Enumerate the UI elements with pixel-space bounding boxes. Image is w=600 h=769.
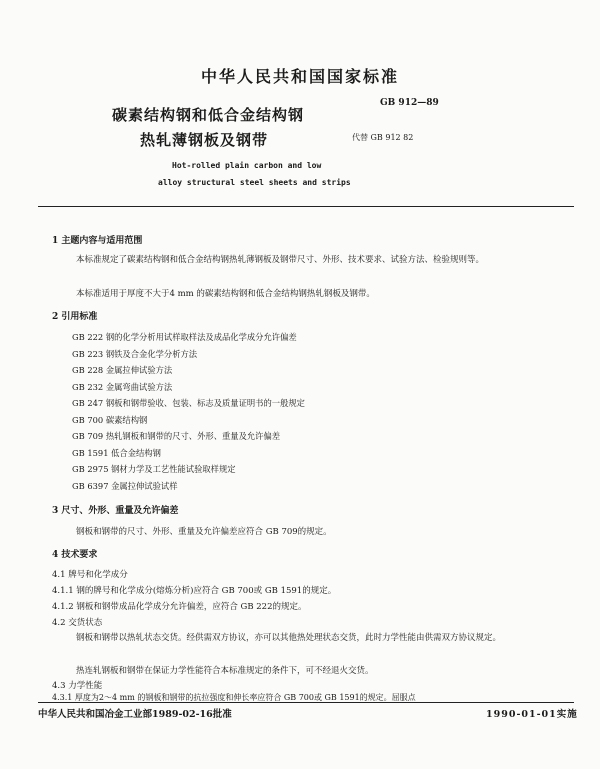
reference-item: GB 2975 钢材力学及工艺性能试验取样规定 xyxy=(72,464,236,474)
section-1-title: 1 主题内容与适用范围 xyxy=(52,236,143,246)
clause-4-1-1: 4.1.1 钢的牌号和化学成分(熔炼分析)应符合 GB 700或 GB 1591的规定。 xyxy=(52,586,337,596)
standard-code: GB 912—89 xyxy=(380,98,439,108)
reference-item: GB 232 金属弯曲试验方法 xyxy=(72,382,173,392)
footer-divider xyxy=(38,702,574,703)
title-en-line1: Hot-rolled plain carbon and low xyxy=(172,161,322,170)
clause-4-2: 4.2 交货状态 xyxy=(52,618,103,628)
reference-item: GB 228 金属拉伸试验方法 xyxy=(72,365,173,375)
clause-4-1-2: 4.1.2 钢板和钢带成品化学成分允许偏差，应符合 GB 222的规定。 xyxy=(52,602,307,612)
reference-item: GB 223 钢铁及合金化学分析方法 xyxy=(72,349,198,359)
section-3-paragraph: 钢板和钢带的尺寸、外形、重量及允许偏差应符合 GB 709的规定。 xyxy=(76,527,332,537)
reference-item: GB 700 碳素结构钢 xyxy=(72,415,148,425)
title-en-line2: alloy structural steel sheets and strips xyxy=(158,178,351,187)
reference-item: GB 247 钢板和钢带验收、包装、标志及质量证明书的一般规定 xyxy=(72,398,305,408)
reference-item: GB 709 热轧钢板和钢带的尺寸、外形、重量及允许偏差 xyxy=(72,431,281,441)
reference-item: GB 222 钢的化学分析用试样取样法及成品化学成分允许偏差 xyxy=(72,332,297,342)
national-standard-heading: 中华人民共和国国家标准 xyxy=(200,67,399,86)
approval-line: 中华人民共和国冶金工业部1989-02-16批准 xyxy=(38,709,232,720)
header-divider xyxy=(38,206,574,207)
clause-4-1: 4.1 牌号和化学成分 xyxy=(52,570,128,580)
section-1-paragraph-1: 本标准规定了碳素结构钢和低合金结构钢热轧薄钢板及钢带尺寸、外形、技术要求、试验方法、检验规则等。 xyxy=(76,255,485,265)
reference-item: GB 6397 金属拉伸试验试样 xyxy=(72,481,178,491)
section-1-paragraph-2: 本标准适用于厚度不大于4 mm 的碳素结构钢和低合金结构钢热轧钢板及钢带。 xyxy=(76,289,375,299)
effective-date: 1990-01-01实施 xyxy=(486,709,578,720)
reference-item: GB 1591 低合金结构钢 xyxy=(72,448,161,458)
clause-4-2-paragraph-2: 热连轧钢板和钢带在保证力学性能符合本标准规定的条件下，可不经退火交货。 xyxy=(76,666,374,676)
title-cn-line2: 热轧薄钢板及钢带 xyxy=(140,131,269,149)
title-cn-line1: 碳素结构钢和低合金结构钢 xyxy=(112,106,305,124)
section-2-title: 2 引用标准 xyxy=(52,312,98,322)
clause-4-3: 4.3 力学性能 xyxy=(52,681,103,691)
replaces-standard: 代替 GB 912 82 xyxy=(352,133,414,142)
section-3-title: 3 尺寸、外形、重量及允许偏差 xyxy=(52,506,179,516)
clause-4-2-paragraph-1: 钢板和钢带以热轧状态交货。经供需双方协议，亦可以其他热处理状态交货，此时力学性能由供需双方协议规定。 xyxy=(76,633,502,643)
section-4-title: 4 技术要求 xyxy=(52,550,98,560)
clause-4-3-1: 4.3.1 厚度为2～4 mm 的钢板和钢带的抗拉强度和伸长率应符合 GB 700或 GB 1591的规定。屈服点 xyxy=(52,693,416,702)
